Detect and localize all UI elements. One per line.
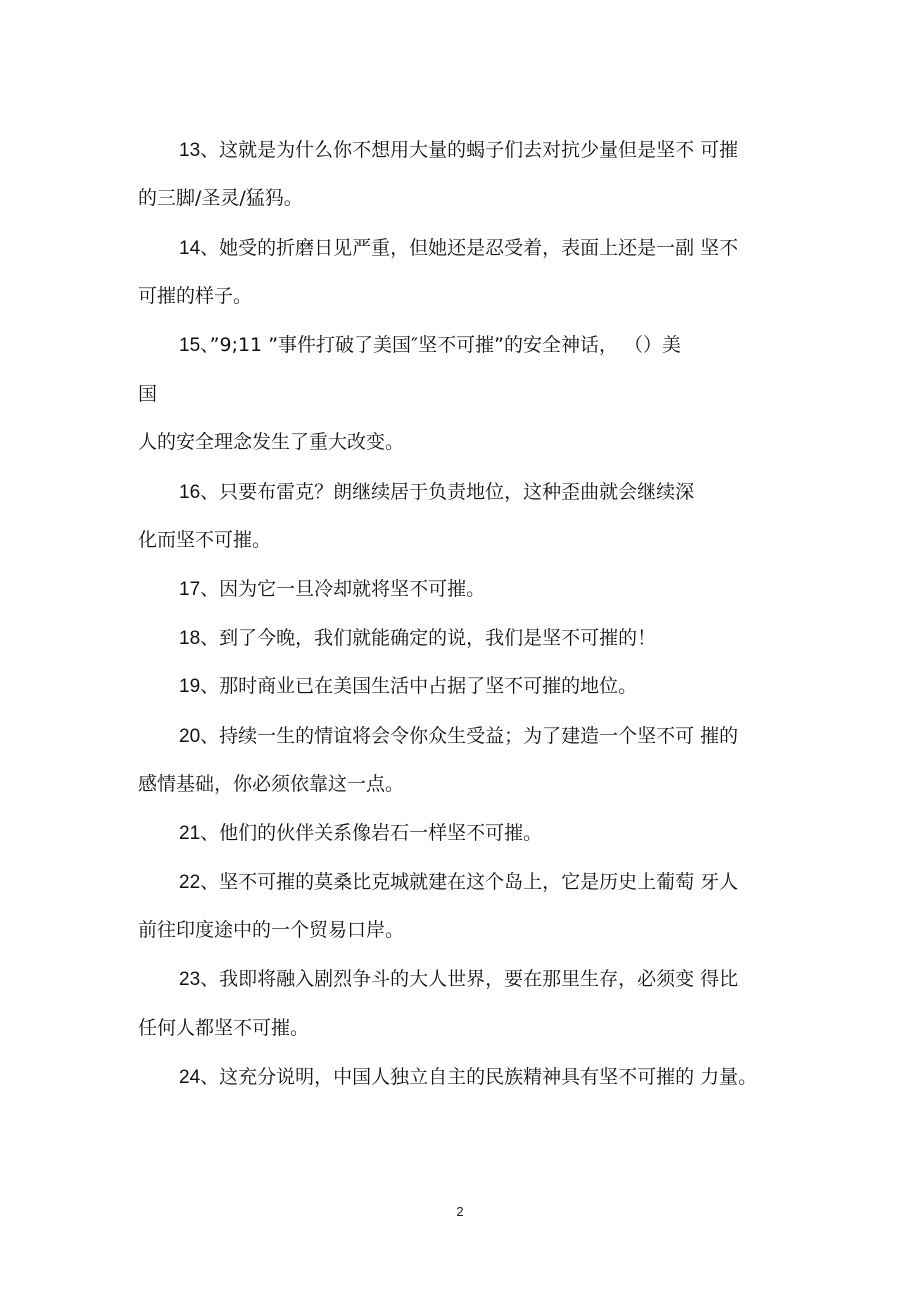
item-number: 20 — [179, 726, 201, 747]
text-line — [179, 577, 485, 602]
item-number: 14 — [179, 238, 201, 259]
text-line — [179, 821, 542, 846]
text-line — [138, 1016, 309, 1040]
line-text: 前往印度途中的一个贸易口岸。 — [138, 919, 405, 941]
text-line — [138, 918, 404, 942]
item-number: 24 — [179, 1067, 201, 1088]
text-line — [179, 1065, 757, 1090]
item-number: 16 — [179, 482, 201, 503]
text-line — [179, 724, 738, 749]
text-line — [179, 236, 738, 261]
text-line — [179, 626, 656, 651]
line-text: 、持续一生的情谊将会令你众生受益；为了建造一个坚不可 摧的 — [200, 725, 739, 747]
line-text: 感情基础，你必须依靠这一点。 — [138, 773, 405, 795]
line-text: 人的安全理念发生了重大改变。 — [138, 431, 405, 453]
item-number: 17 — [179, 579, 201, 600]
line-text: 、这就是为什么你不想用大量的蝎子们去对抗少量但是坚不 可摧 — [200, 139, 739, 161]
text-line — [179, 674, 637, 699]
text-line — [179, 967, 738, 992]
line-text: 、坚不可摧的莫桑比克城就建在这个岛上，它是历史上葡萄 牙人 — [200, 871, 739, 893]
text-line — [138, 382, 157, 406]
line-text: 、因为它一旦冷却就将坚不可摧。 — [200, 578, 486, 600]
line-text: 可摧的样子。 — [138, 285, 253, 307]
line-text: 任何人都坚不可摧。 — [138, 1017, 310, 1039]
item-number: 13 — [179, 140, 201, 161]
item-number: 23 — [179, 969, 201, 990]
text-line — [179, 333, 681, 358]
text-line — [138, 528, 271, 552]
line-text: 、那时商业已在美国生活中占据了坚不可摧的地位。 — [200, 675, 638, 697]
item-number: 22 — [179, 872, 201, 893]
text-line — [138, 284, 252, 308]
line-text: 、只要布雷克？朗继续居于负责地位，这种歪曲就会继续深 — [200, 481, 695, 503]
text-line — [179, 480, 694, 505]
item-number: 19 — [179, 676, 201, 697]
line-text: 国 — [138, 383, 158, 405]
item-number: 21 — [179, 823, 201, 844]
line-text: 化而坚不可摧。 — [138, 529, 272, 551]
line-text: 、”9;11 ”事件打破了美国″坚不可摧”的安全神话， （）美 — [200, 334, 682, 356]
item-number: 15 — [179, 335, 201, 356]
text-line — [138, 430, 404, 454]
text-line — [138, 772, 404, 796]
text-line — [138, 186, 303, 210]
text-line — [179, 138, 738, 163]
line-text: 、他们的伙伴关系像岩石一样坚不可摧。 — [200, 822, 543, 844]
item-number: 18 — [179, 628, 201, 649]
line-text: 、这充分说明，中国人独立自主的民族精神具有坚不可摧的 力量。 — [200, 1066, 758, 1088]
page-number: 2 — [456, 1204, 464, 1219]
line-text: 、她受的折磨日见严重，但她还是忍受着，表面上还是一副 坚不 — [200, 237, 739, 259]
text-line — [179, 870, 738, 895]
line-text: 、到了今晚，我们就能确定的说，我们是坚不可摧的！ — [200, 627, 657, 649]
line-text: 、我即将融入剧烈争斗的大人世界，要在那里生存，必须变 得比 — [200, 968, 739, 990]
line-text: 的三脚/圣灵/猛犸。 — [138, 187, 303, 209]
